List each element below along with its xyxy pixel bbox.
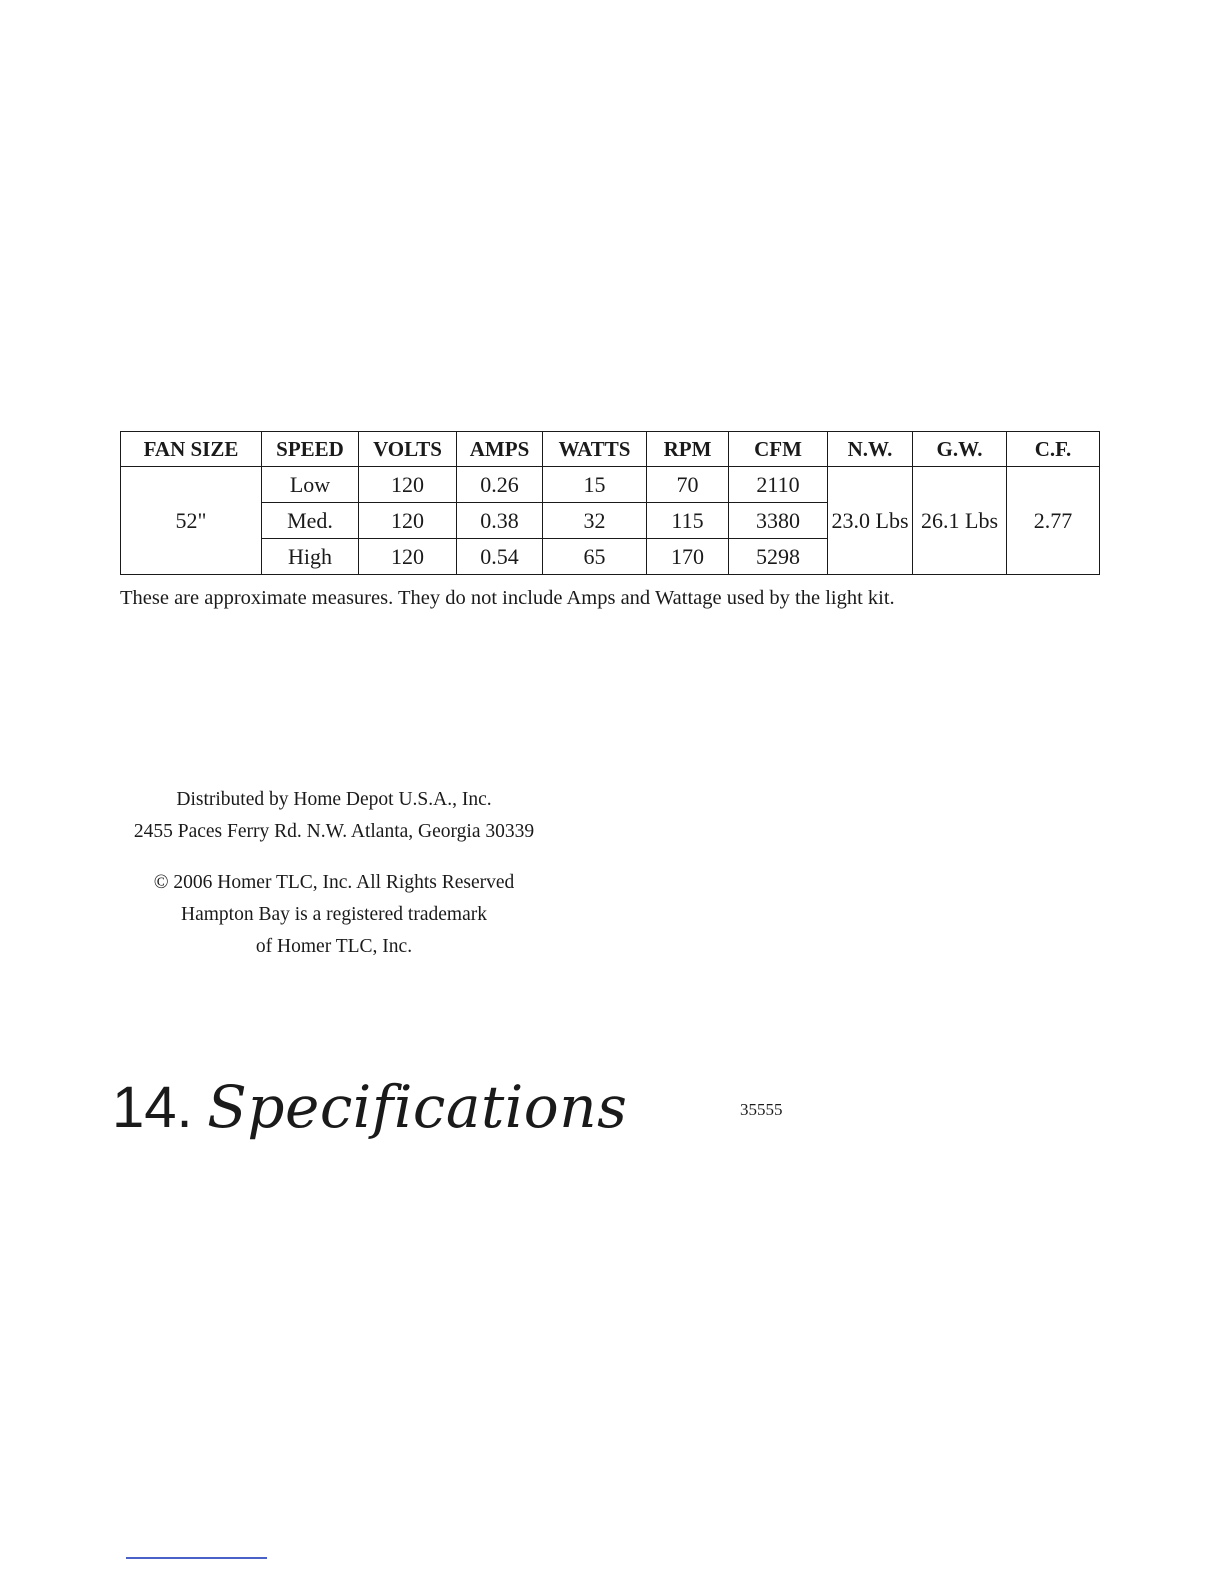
trademark-line: Hampton Bay is a registered trademark	[181, 904, 487, 925]
header-volts: VOLTS	[359, 432, 457, 467]
copyright-line: © 2006 Homer TLC, Inc. All Rights Reserved	[153, 872, 515, 893]
watts-cell: 15	[543, 467, 647, 503]
trademark-owner-line: of Homer TLC, Inc.	[255, 936, 413, 957]
watts-cell: 65	[543, 539, 647, 575]
watts-cell: 32	[543, 503, 647, 539]
table-row	[121, 467, 1100, 503]
volts-cell: 120	[359, 503, 457, 539]
header-fan-size: FAN SIZE	[121, 432, 262, 467]
section-number: 14.	[112, 1075, 193, 1140]
cfm-cell: 2110	[729, 467, 828, 503]
rpm-cell: 70	[647, 467, 729, 503]
header-gross-weight: G.W.	[913, 432, 1007, 467]
amps-cell: 0.54	[457, 539, 543, 575]
amps-cell: 0.38	[457, 503, 543, 539]
header-speed: SPEED	[262, 432, 359, 467]
distributor-name: Distributed by Home Depot U.S.A., Inc.	[176, 789, 492, 810]
cfm-cell: 3380	[729, 503, 828, 539]
header-cubic-feet: C.F.	[1007, 432, 1100, 467]
speed-cell: High	[262, 539, 359, 575]
specifications-table	[120, 431, 1100, 575]
table-header-row	[121, 432, 1100, 467]
net-weight-cell: 23.0 Lbs	[828, 467, 913, 575]
speed-cell: Low	[262, 467, 359, 503]
volts-cell: 120	[359, 539, 457, 575]
header-cfm: CFM	[729, 432, 828, 467]
header-watts: WATTS	[543, 432, 647, 467]
header-amps: AMPS	[457, 432, 543, 467]
cfm-cell: 5298	[729, 539, 828, 575]
volts-cell: 120	[359, 467, 457, 503]
section-title: Specifications	[207, 1073, 628, 1141]
distributor-address	[104, 784, 564, 848]
model-number: 35555	[740, 1100, 783, 1119]
rpm-cell: 115	[647, 503, 729, 539]
copyright-notice	[104, 867, 564, 963]
table-footnote: These are approximate measures. They do not include Amps and Wattage used by the light kit.	[120, 587, 895, 609]
fan-size-cell: 52"	[121, 467, 262, 575]
footer-rule	[126, 1557, 267, 1559]
cubic-feet-cell: 2.77	[1007, 467, 1100, 575]
section-heading	[112, 1073, 628, 1141]
header-net-weight: N.W.	[828, 432, 913, 467]
speed-cell: Med.	[262, 503, 359, 539]
amps-cell: 0.26	[457, 467, 543, 503]
gross-weight-cell: 26.1 Lbs	[913, 467, 1007, 575]
rpm-cell: 170	[647, 539, 729, 575]
distributor-street: 2455 Paces Ferry Rd. N.W. Atlanta, Georgia 30339	[133, 821, 535, 842]
header-rpm: RPM	[647, 432, 729, 467]
